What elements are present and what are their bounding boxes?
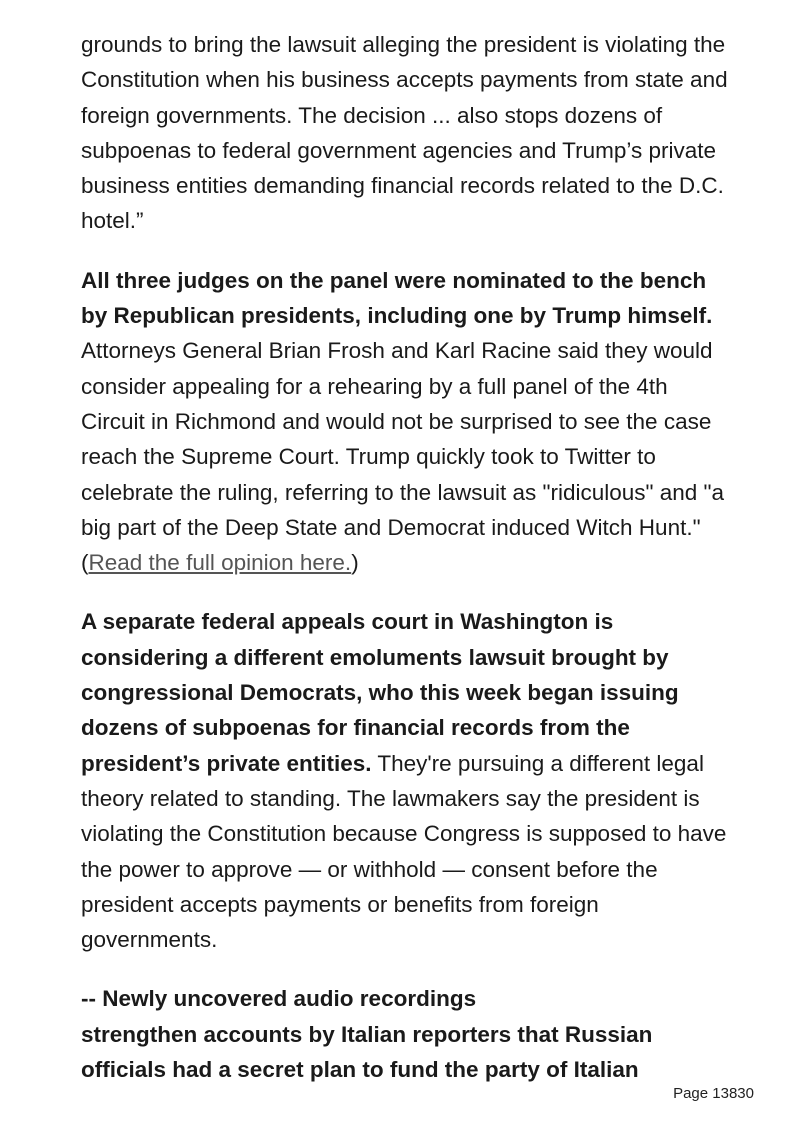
paragraph-text-end: ) <box>351 550 359 576</box>
paragraph-audio-recordings <box>81 981 731 1087</box>
read-full-opinion-link[interactable]: Read the full opinion here. <box>88 550 352 576</box>
paragraph-text: They're pursuing a different legal theory related to standing. The lawmakers say the president is violating the Constitution because Congress is supposed to have the power to approve — or withhold — consent before the president accepts payments or benefits from foreign governments. <box>81 750 727 953</box>
paragraph-separate-lawsuit <box>81 604 731 957</box>
paragraph-lead-bold <box>81 986 652 1082</box>
paragraph-emoluments-ruling <box>81 27 731 239</box>
paragraph-lead-bold: A separate federal appeals court in Washington is considering a different emoluments lawsuit brought by congressional Democrats, who this week began issuing dozens of subpoenas for financial records from the president’s private entities. <box>81 609 679 776</box>
page-number: Page 13830 <box>673 1085 754 1102</box>
paragraph-first-line: -- Newly uncovered audio recordings <box>81 986 477 1012</box>
paragraph-lead-bold: All three judges on the panel were nominated to the bench by Republican presidents, including one by Trump himself. <box>81 267 713 329</box>
paragraph-text: grounds to bring the lawsuit alleging the president is violating the Constitution when his business accepts payments from state and foreign governments. The decision ... also stops dozens of subpoenas to federal government agencies and Trump’s private business entities demanding financial records related to the D.C. hotel.” <box>81 32 728 234</box>
paragraph-continuation: strengthen accounts by Italian reporters that Russian officials had a secret plan to fund the party of Italian <box>81 1021 653 1083</box>
paragraph-judges-panel <box>81 263 731 581</box>
article-content <box>81 27 731 1090</box>
paragraph-text: Attorneys General Brian Frosh and Karl Racine said they would consider appealing for a rehearing by a full panel of the 4th Circuit in Richmond and would not be surprised to see the case reach the Supreme Court. Trump quickly took to Twitter to celebrate the ruling, referring to the lawsuit as "ridiculous" and "a big part of the Deep State and Democrat induced Witch Hunt." ( <box>81 338 725 576</box>
